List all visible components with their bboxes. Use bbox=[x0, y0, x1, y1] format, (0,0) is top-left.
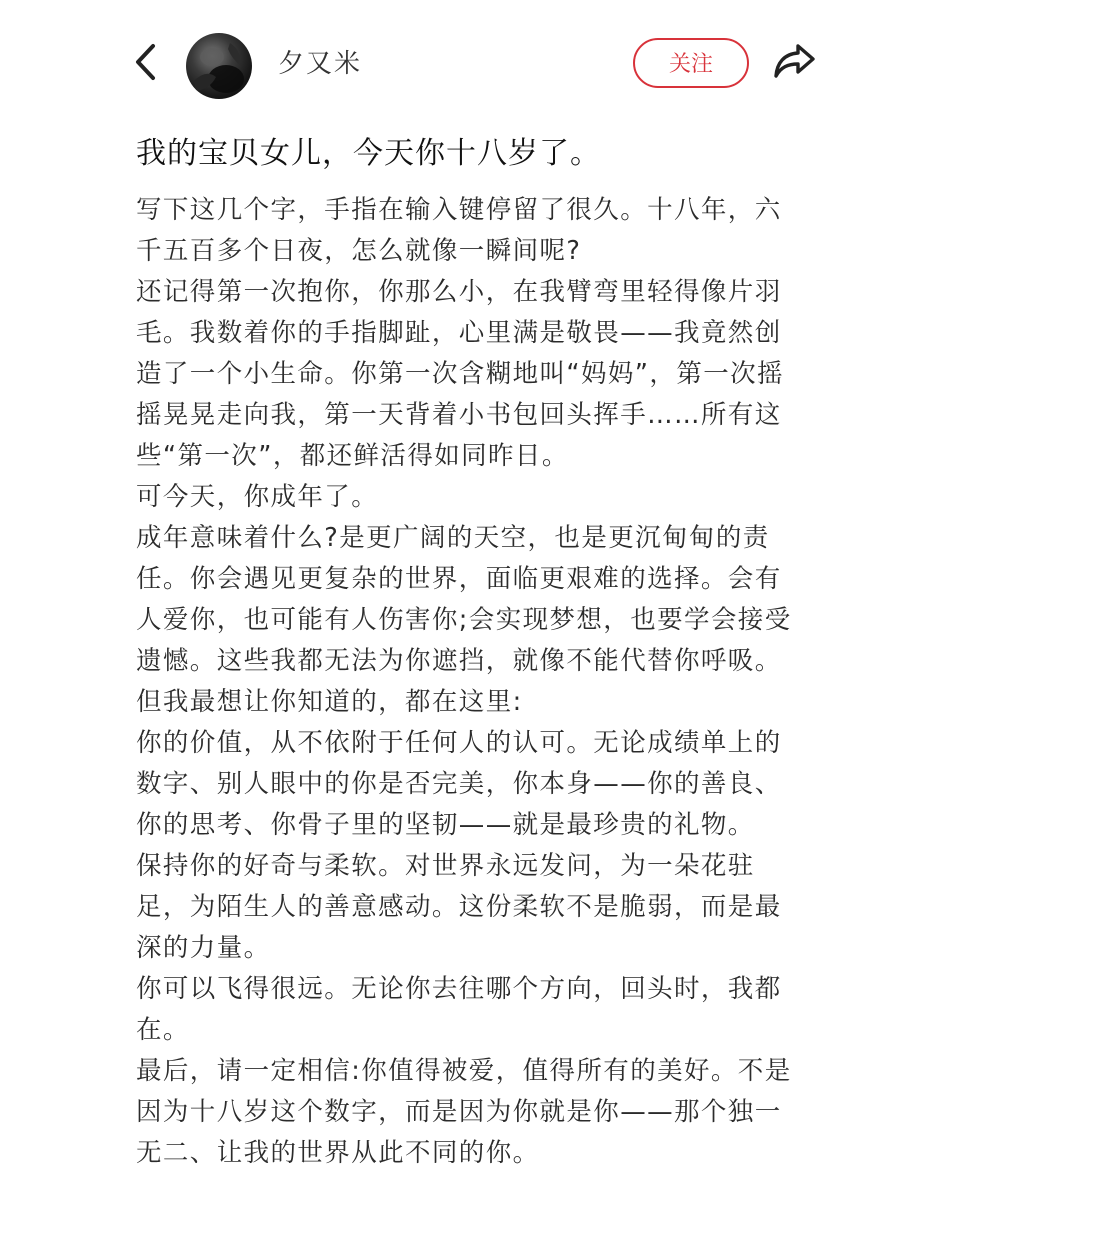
post-title: 我的宝贝女儿，今天你十八岁了。 bbox=[136, 136, 601, 171]
post-paragraph: 最后，请一定相信:你值得被爱，值得所有的美好。不是因为十八岁这个数字，而是因为你就是你——那个独一无二、让我的世界从此不同的你。 bbox=[136, 1056, 792, 1168]
chevron-left-icon bbox=[133, 43, 159, 85]
share-button[interactable] bbox=[770, 42, 818, 86]
share-arrow-icon bbox=[771, 42, 817, 86]
post-content bbox=[136, 128, 806, 1174]
back-button[interactable] bbox=[128, 44, 164, 84]
post-paragraph: 可今天，你成年了。 bbox=[136, 482, 379, 512]
avatar[interactable] bbox=[186, 33, 252, 99]
post-paragraph: 你可以飞得很远。无论你去往哪个方向，回头时，我都在。 bbox=[136, 974, 782, 1045]
post-paragraph: 成年意味着什么?是更广阔的天空，也是更沉甸甸的责任。你会遇见更复杂的世界，面临更艰难的选择。会有人爱你，也可能有人伤害你;会实现梦想，也要学会接受遗憾。这些我都无法为你遮挡，就像不能代替你呼吸。 bbox=[136, 523, 792, 676]
post-paragraph: 但我最想让你知道的，都在这里: bbox=[136, 687, 523, 717]
post-paragraph: 你的价值，从不依附于任何人的认可。无论成绩单上的数字、别人眼中的你是否完美，你本身——你的善良、你的思考、你骨子里的坚韧——就是最珍贵的礼物。 bbox=[136, 728, 782, 840]
top-bar bbox=[0, 0, 1098, 120]
follow-button[interactable]: 关注 bbox=[633, 38, 749, 88]
post-paragraph: 保持你的好奇与柔软。对世界永远发问，为一朵花驻足，为陌生人的善意感动。这份柔软不是脆弱，而是最深的力量。 bbox=[136, 851, 782, 963]
post-paragraph: 写下这几个字，手指在输入键停留了很久。十八年，六千五百多个日夜，怎么就像一瞬间呢? bbox=[136, 195, 782, 266]
post-paragraph: 还记得第一次抱你，你那么小，在我臂弯里轻得像片羽毛。我数着你的手指脚趾，心里满是敬畏——我竟然创造了一个小生命。你第一次含糊地叫“妈妈”，第一次摇摇晃晃走向我，第一天背着小书包回头挥手……所有这些“第一次”，都还鲜活得如同昨日。 bbox=[136, 277, 784, 471]
username[interactable]: 夕又米 bbox=[278, 49, 363, 79]
